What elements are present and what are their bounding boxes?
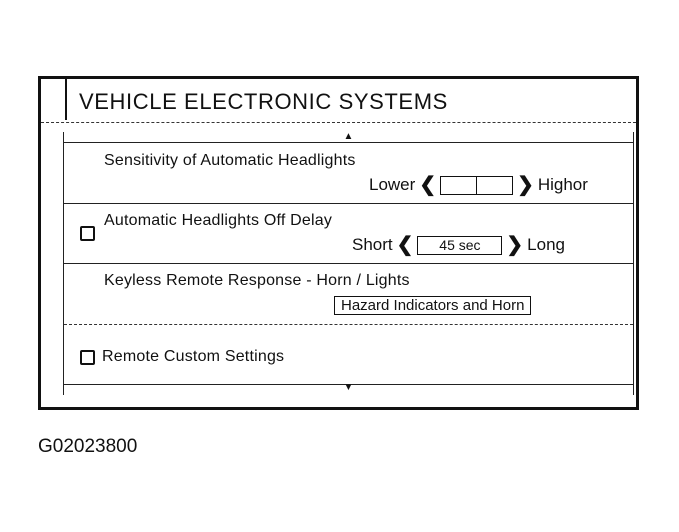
remote-custom-settings-label[interactable]: Remote Custom Settings	[102, 348, 285, 365]
screen-title: VEHICLE ELECTRONIC SYSTEMS	[79, 89, 448, 114]
row-divider	[64, 324, 633, 325]
off-delay-value: 45 sec	[417, 236, 502, 255]
off-delay-control[interactable]	[352, 235, 565, 255]
sensitivity-level-box-2	[476, 176, 513, 195]
title-divider	[65, 76, 67, 120]
scroll-up-icon[interactable]: ▲	[343, 131, 354, 142]
keyless-response-control[interactable]	[334, 296, 531, 315]
off-delay-checkbox[interactable]	[80, 226, 95, 241]
sensitivity-lower-label: Lower	[369, 175, 416, 194]
title-separator	[41, 122, 636, 123]
row-divider	[64, 203, 633, 204]
settings-list	[63, 132, 634, 395]
off-delay-short-label: Short	[352, 235, 393, 254]
list-top-divider	[64, 142, 633, 143]
scroll-down-icon[interactable]: ▼	[343, 382, 354, 393]
increase-chevron-icon[interactable]: ❯	[517, 174, 534, 196]
figure-caption: G02023800	[38, 436, 138, 457]
off-delay-long-label: Long	[527, 235, 565, 254]
decrease-chevron-icon[interactable]: ❮	[419, 174, 437, 196]
keyless-response-value[interactable]: Hazard Indicators and Horn	[334, 296, 531, 315]
vehicle-electronic-systems-screen	[38, 76, 639, 410]
increase-chevron-icon[interactable]: ❯	[506, 234, 524, 256]
keyless-response-label: Keyless Remote Response - Horn / Lights	[104, 272, 410, 289]
remote-custom-settings-checkbox[interactable]	[80, 350, 95, 365]
off-delay-label: Automatic Headlights Off Delay	[104, 212, 333, 229]
sensitivity-level-box-1	[440, 176, 477, 195]
sensitivity-control[interactable]	[369, 175, 588, 195]
sensitivity-label: Sensitivity of Automatic Headlights	[104, 152, 356, 169]
row-divider	[64, 263, 633, 264]
sensitivity-higher-label: Highor	[537, 175, 588, 194]
decrease-chevron-icon[interactable]: ❮	[396, 234, 414, 256]
